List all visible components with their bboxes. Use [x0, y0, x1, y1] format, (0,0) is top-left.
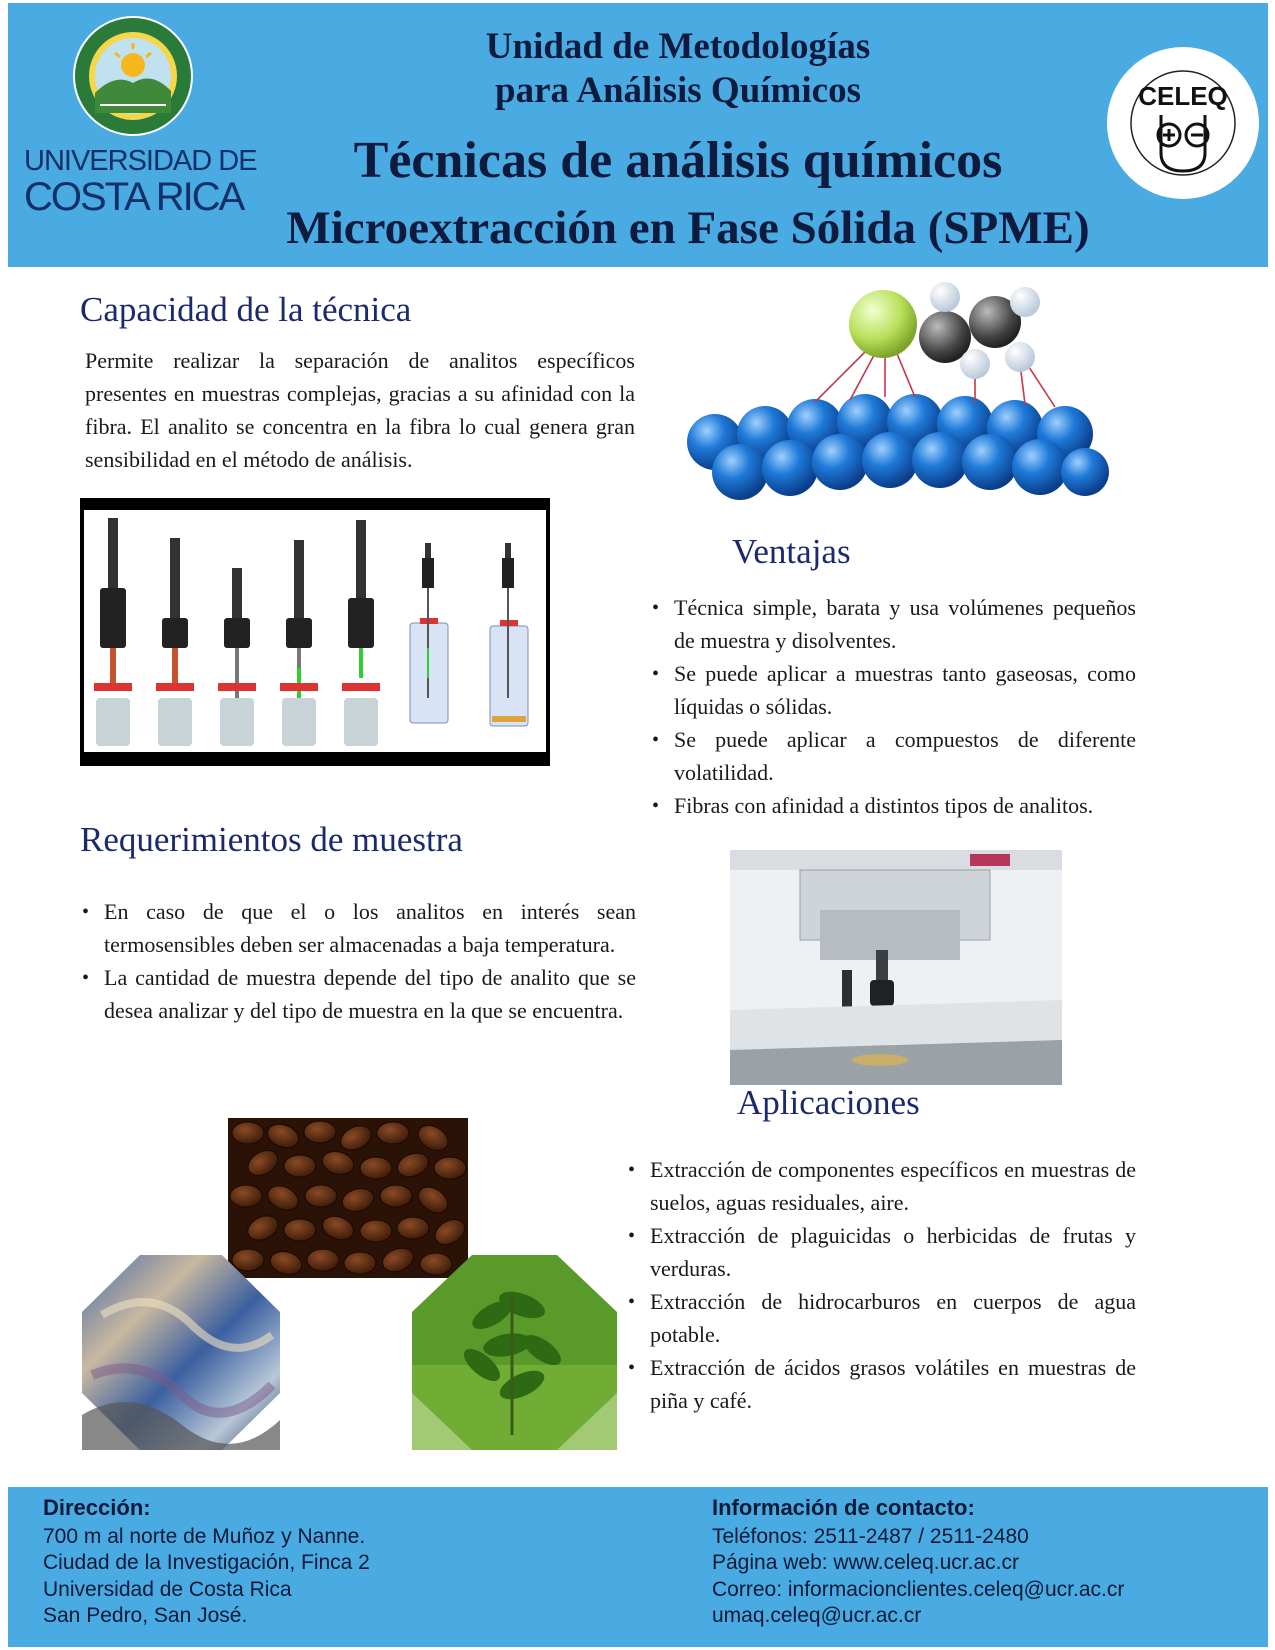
- aplicaciones-item: • Extracción de componentes específicos en muestras de suelos, aguas residuales, aire.: [624, 1154, 1136, 1219]
- aplicaciones-item: • Extracción de hidrocarburos en cuerpos de agua potable.: [624, 1286, 1136, 1351]
- autosampler-photo: [730, 850, 1062, 1085]
- ventajas-heading: Ventajas: [732, 532, 851, 571]
- celeq-logo-text: CELEQ: [1138, 81, 1228, 111]
- footer-banner: [8, 1487, 1268, 1647]
- unit-title-line2: para Análisis Químicos: [495, 70, 861, 111]
- ventajas-item: • Se puede aplicar a compuestos de diferente volatilidad.: [648, 724, 1136, 789]
- capacidad-heading: Capacidad de la técnica: [80, 290, 412, 329]
- ucr-wordmark-line1: UNIVERSIDAD DE: [24, 145, 257, 177]
- plant-leaves-photo: [412, 1255, 617, 1450]
- capacidad-text: Permite realizar la separación de analitos específicos presentes en muestras complejas, gracias a su afinidad con la fibra. El analito se concentra en la fibra lo cual genera gran sensibilidad en el método de análisis.: [85, 348, 635, 472]
- contact-email[interactable]: Correo: informacionclientes.celeq@ucr.ac.cr: [712, 1577, 1125, 1601]
- aplicaciones-item: • Extracción de ácidos grasos volátiles en muestras de piña y café.: [624, 1352, 1136, 1417]
- spme-steps-illustration: [80, 498, 550, 766]
- contact-title: Información de contacto:: [712, 1495, 975, 1520]
- ventajas-item: • Técnica simple, barata y usa volúmenes pequeños de muestra y disolventes.: [648, 592, 1136, 657]
- contact-phones: Teléfonos: 2511-2487 / 2511-2480: [712, 1524, 1029, 1548]
- coffee-beans-photo: [228, 1118, 468, 1278]
- requerimientos-list: [78, 896, 636, 1028]
- subtitle: Microextracción en Fase Sólida (SPME): [286, 202, 1090, 254]
- requerimientos-heading: Requerimientos de muestra: [80, 820, 463, 859]
- contact-email-secondary[interactable]: umaq.celeq@ucr.ac.cr: [712, 1604, 922, 1627]
- main-title: Técnicas de análisis químicos: [353, 132, 1003, 189]
- contact-block: [712, 1495, 1124, 1630]
- unit-title: [288, 25, 1068, 113]
- ventajas-item: • Se puede aplicar a muestras tanto gaseosas, como líquidas o sólidas.: [648, 658, 1136, 723]
- header-banner: [8, 3, 1268, 267]
- address-title: Dirección:: [43, 1495, 151, 1520]
- address-block: [43, 1495, 370, 1630]
- aplicaciones-list: [624, 1154, 1136, 1418]
- ventajas-list: [648, 592, 1136, 824]
- celeq-logo: [1103, 43, 1263, 203]
- oil-water-photo: [82, 1255, 280, 1450]
- aplicaciones-item: • Extracción de plaguicidas o herbicidas de frutas y verduras.: [624, 1220, 1136, 1285]
- ventajas-item: • Fibras con afinidad a distintos tipos de analitos.: [648, 790, 1136, 823]
- address-line: Universidad de Costa Rica: [43, 1577, 292, 1601]
- unit-title-line1: Unidad de Metodologías: [485, 26, 871, 67]
- ucr-wordmark-line2: COSTA RICA: [24, 175, 244, 219]
- requerimientos-item: • La cantidad de muestra depende del tipo de analito que se desea analizar y del tipo de muestra en la que se encuentra.: [78, 962, 636, 1027]
- aplicaciones-heading: Aplicaciones: [737, 1083, 920, 1122]
- address-line: Ciudad de la Investigación, Finca 2: [43, 1551, 370, 1574]
- contact-website[interactable]: Página web: www.celeq.ucr.ac.cr: [712, 1551, 1019, 1574]
- address-line: 700 m al norte de Muñoz y Nanne.: [43, 1524, 366, 1548]
- requerimientos-item: • En caso de que el o los analitos en interés sean termosensibles deben ser almacenadas a baja temperatura.: [78, 896, 636, 961]
- molecule-adsorption-illustration: [675, 272, 1115, 512]
- ucr-seal-logo: [70, 13, 196, 139]
- address-line: San Pedro, San José.: [43, 1604, 248, 1627]
